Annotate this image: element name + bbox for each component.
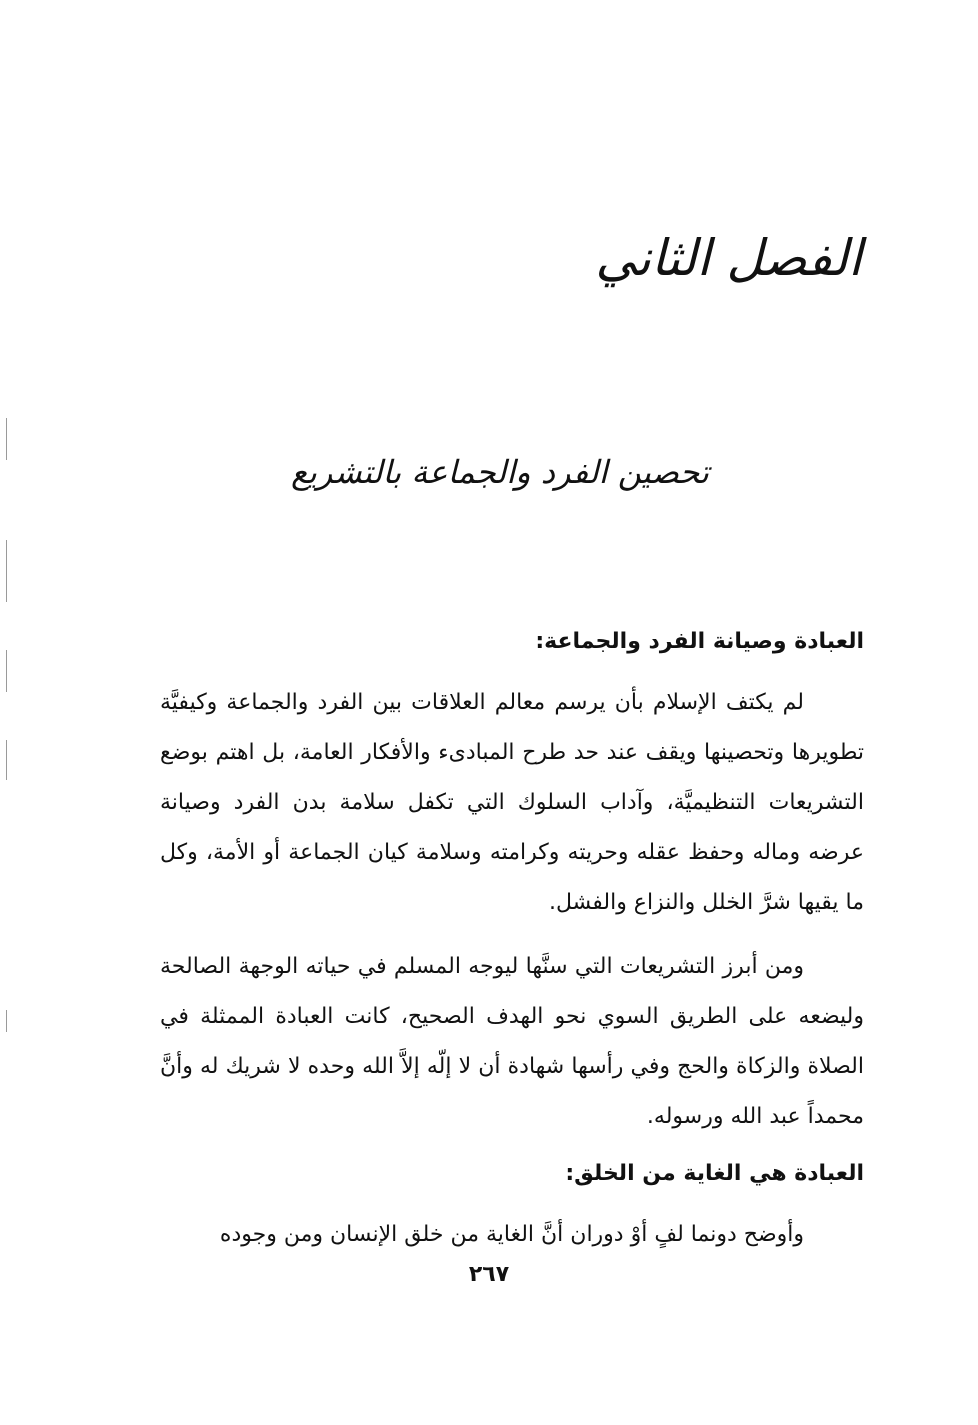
section-title: تحصين الفرد والجماعة بالتشريع [290, 453, 710, 491]
subheading-worship-protection: العبادة وصيانة الفرد والجماعة: [535, 629, 864, 654]
scan-edge-mark [6, 540, 7, 602]
scan-edge-mark [6, 1010, 7, 1032]
paragraph-purpose-of-creation: وأوضح دونما لفٍ أوْ دوران أنَّ الغاية من خلق الإنسان ومن وجوده [219, 1222, 804, 1247]
paragraph-worship-pillars: ومن أبرز التشريعات التي سنَّها ليوجه المسلم في حياته الوجهة الصالحة وليضعه على الطريق السوي نحو الهدف الصحيح، كانت العبادة الممثلة في الصلاة والزكاة والحج وفي رأسها شهادة أن لا إلّه إلاَّ الله وحده لا شريك له وأنَّ محمداً عبد الله ورسوله. [160, 954, 864, 1129]
body-text [160, 624, 864, 1260]
page-number: ٢٦٧ [468, 1262, 510, 1287]
scan-edge-mark [6, 650, 7, 692]
scan-edge-mark [6, 740, 7, 780]
scan-edge-mark [6, 418, 7, 460]
paragraph-islam-legislation: لم يكتف الإسلام بأن يرسم معالم العلاقات بين الفرد والجماعة وكيفيَّة تطويرها وتحصينها ويقف عند حد طرح المبادىء والأفكار العامة، بل اهتم بوضع التشريعات التنظيميَّة، وآداب السلوك التي تكفل سلامة بدن الفرد وصيانة عرضه وماله وحفظ عقله وحريته وكرامته وسلامة كيان الجماعة أو الأمة، وكل ما يقيها شرَّ الخلل والنزاع والفشل. [160, 690, 864, 915]
chapter-title: الفصل الثاني [595, 229, 862, 287]
subheading-purpose-of-creation: العبادة هي الغاية من الخلق: [565, 1161, 864, 1186]
